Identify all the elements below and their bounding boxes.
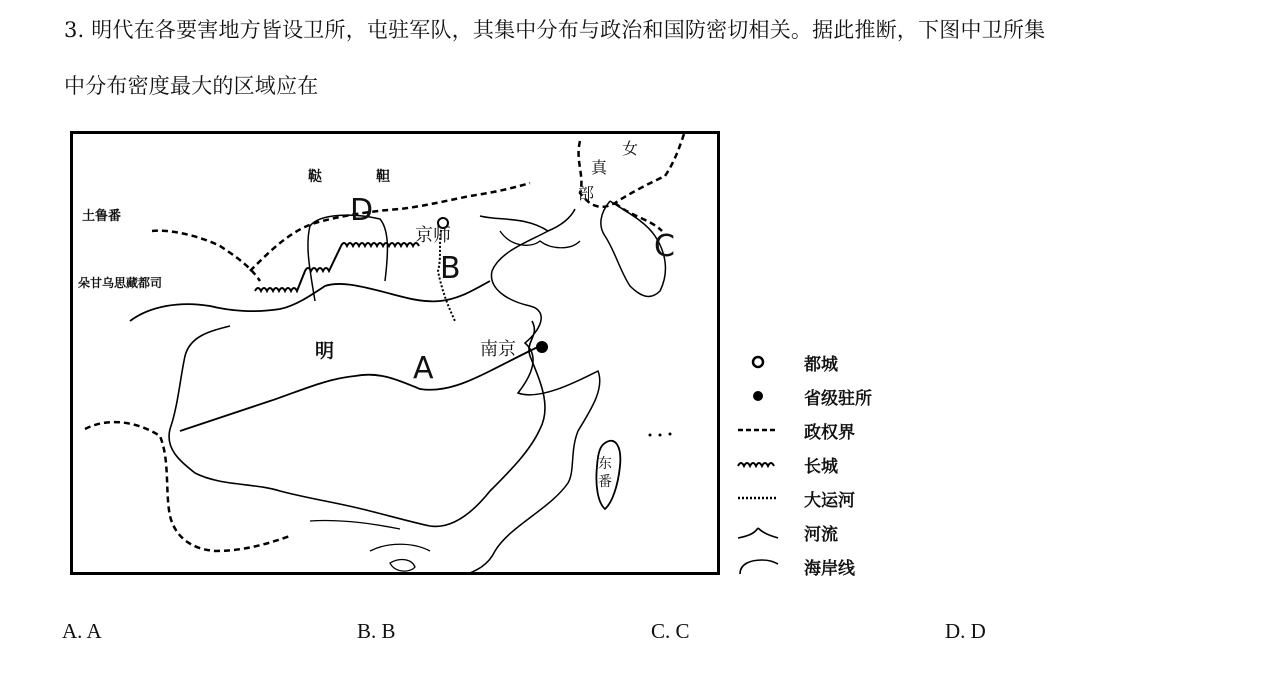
legend-item-grand-canal	[736, 486, 936, 510]
map-legend	[736, 350, 936, 580]
river-icon	[736, 522, 780, 542]
question-line-1: 3. 明代在各要害地方皆设卫所，屯驻军队，其集中分布与政治和国防密切相关。据此推断，下图中卫所集	[64, 18, 1046, 42]
legend-label-coastline: 海岸线	[804, 559, 855, 579]
grand-canal-icon	[736, 488, 780, 508]
option-c[interactable]: C. C	[651, 619, 690, 643]
label-ming: 明	[315, 340, 335, 362]
legend-item-great-wall	[736, 452, 936, 476]
boundary-line-icon	[736, 420, 780, 440]
great-wall-icon	[736, 454, 780, 474]
label-jingshi: 京师	[415, 225, 451, 246]
marker-b: B	[440, 251, 461, 286]
label-nuzhen-1: 女	[622, 139, 639, 158]
legend-label-provincial-seat: 省级驻所	[804, 389, 872, 409]
label-dada: 鞑 靼	[308, 169, 410, 185]
capital-icon	[736, 352, 780, 372]
label-duoganwusi: 朵甘乌思藏都司	[78, 276, 163, 290]
legend-label-grand-canal: 大运河	[804, 491, 855, 511]
label-nuzhen-2: 真	[591, 158, 608, 177]
provincial-seat-icon	[536, 341, 548, 353]
legend-item-coastline	[736, 554, 936, 578]
ming-dynasty-map	[70, 131, 720, 575]
label-nanjing: 南京	[480, 339, 516, 360]
option-d[interactable]: D. D	[945, 619, 986, 643]
option-b[interactable]: B. B	[357, 619, 396, 643]
legend-item-boundary	[736, 418, 936, 442]
label-dongfan-2: 番	[598, 474, 612, 490]
marker-c: C	[654, 229, 675, 264]
legend-label-boundary: 政权界	[804, 423, 855, 443]
legend-item-provincial-seat	[736, 384, 936, 408]
legend-item-capital	[736, 350, 936, 374]
legend-label-river: 河流	[804, 525, 838, 545]
label-tulufan: 土鲁番	[82, 209, 122, 224]
option-a[interactable]: A. A	[62, 619, 102, 643]
question-line-2: 中分布密度最大的区域应在	[64, 74, 319, 98]
label-nuzhen-3: 部	[578, 184, 595, 203]
marker-a: A	[413, 351, 434, 386]
provincial-seat-icon	[736, 386, 780, 406]
legend-label-capital: 都城	[804, 355, 838, 375]
legend-label-great-wall: 长城	[804, 457, 838, 477]
marker-d: D	[350, 193, 374, 228]
label-dongfan-1: 东	[598, 456, 612, 472]
legend-item-river	[736, 520, 936, 544]
coastline-icon	[736, 556, 780, 576]
